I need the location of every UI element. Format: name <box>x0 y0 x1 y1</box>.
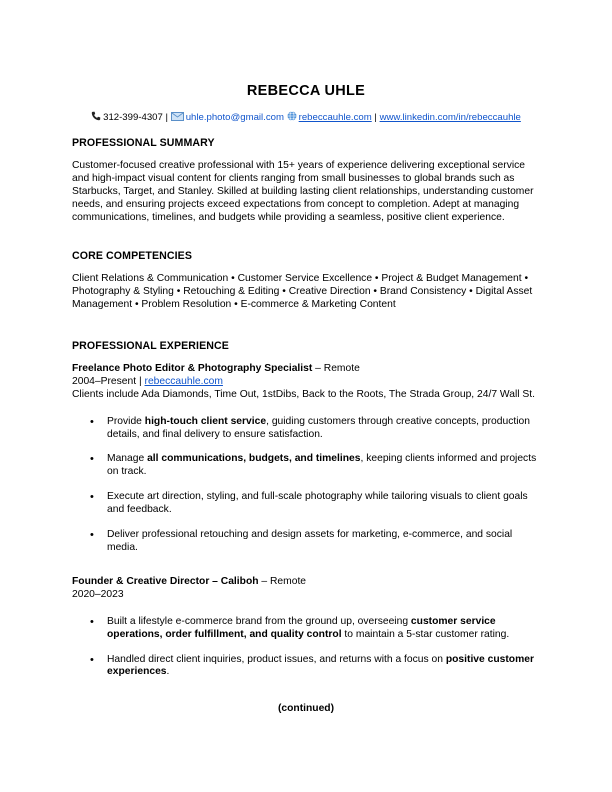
job-bullets <box>72 616 542 680</box>
bullet-emphasis: customer service operations, order fulfillment, and quality control <box>107 615 496 640</box>
bullet-text: Built a lifestyle e-commerce brand from the ground up, overseeing <box>107 615 411 627</box>
job-title: Founder & Creative Director – Caliboh <box>72 575 259 587</box>
phone-number: 312-399-4307 <box>103 112 163 123</box>
competencies-text: Client Relations & Communication • Customer Service Excellence • Project & Budget Management • Photography & Styling • Retouching & Editing • Creative Direction • Brand Consistency • Digital Asset Management • Problem Resolution • E-commerce & Marketing Content <box>72 272 533 310</box>
job-entry <box>72 576 542 679</box>
job-bullets <box>72 416 542 555</box>
job-header <box>72 576 542 589</box>
job-dash: – <box>258 575 270 587</box>
bullet-text: to maintain a 5-star customer rating. <box>341 628 510 640</box>
email-link[interactable]: uhle.photo@gmail.com <box>185 112 284 123</box>
list-item <box>72 529 542 555</box>
job-dates-line <box>72 376 542 389</box>
bullet-text: Provide <box>107 415 145 427</box>
bullet-text: Execute art direction, styling, and full-scale photography while tailoring visuals to client goals and feedback. <box>107 491 528 516</box>
job-dash: – <box>312 362 324 374</box>
candidate-name: REBECCA UHLE <box>246 83 366 99</box>
job-clients: Clients include Ada Diamonds, Time Out, 1stDibs, Back to the Roots, The Strada Group, 24/7 Wall St. <box>72 388 536 400</box>
job-title: Freelance Photo Editor & Photography Specialist <box>72 362 313 374</box>
bullet-text: . <box>166 666 170 678</box>
job-entry <box>72 363 542 555</box>
list-item <box>72 616 542 642</box>
website-link[interactable]: rebeccauhle.com <box>298 112 372 123</box>
bullet-text: Deliver professional retouching and design assets for marketing, e-commerce, and social media. <box>107 529 513 553</box>
list-item <box>72 416 542 442</box>
email-icon <box>171 112 184 124</box>
bullet-text: Manage <box>107 453 148 465</box>
job-location: Remote <box>323 362 360 374</box>
contact-line <box>0 111 612 124</box>
job-location: Remote <box>269 575 307 587</box>
bullet-text: , guiding customers through creative concepts, production details, and final delivery to ensure satisfaction. <box>107 415 530 440</box>
separator: | <box>136 375 145 387</box>
job-header <box>72 363 542 376</box>
portfolio-link[interactable]: rebeccauhle.com <box>144 375 223 387</box>
job-dates: 2020–2023 <box>72 588 124 600</box>
bullet-text: Handled direct client inquiries, product issues, and returns with a focus on <box>107 653 446 665</box>
experience-heading: PROFESSIONAL EXPERIENCE <box>72 340 229 352</box>
competencies-section <box>72 250 542 312</box>
summary-section <box>72 137 542 224</box>
list-item <box>72 654 542 680</box>
summary-heading: PROFESSIONAL SUMMARY <box>72 137 215 149</box>
phone-icon <box>91 111 101 124</box>
list-item <box>72 491 542 517</box>
experience-section <box>72 340 542 679</box>
separator: | <box>374 112 377 123</box>
competencies-heading: CORE COMPETENCIES <box>72 250 193 262</box>
bullet-text: , keeping clients informed and projects on track. <box>107 453 537 478</box>
separator: | <box>165 112 169 123</box>
globe-icon <box>287 111 297 124</box>
linkedin-link[interactable]: www.linkedin.com/in/rebeccauhle <box>379 112 521 123</box>
bullet-emphasis: high-touch client service <box>144 415 267 427</box>
continued-note: (continued) <box>277 703 335 714</box>
bullet-emphasis: positive customer experiences <box>107 653 534 678</box>
job-dates: 2004–Present <box>72 375 137 387</box>
list-item <box>72 453 542 479</box>
bullet-emphasis: all communications, budgets, and timelines <box>147 453 361 465</box>
summary-text: Customer-focused creative professional with 15+ years of experience delivering exceptional service and high-impact visual content for clients ranging from small businesses to global brands such as Starbucks, Target, and Stanley. Skilled at building lasting client relationships, understanding customer needs, and ensuring projects exceed expectations from concept to completion. Adept at managing communications, timelines, and budgets while providing a seamless, positive client experience. <box>72 159 534 223</box>
